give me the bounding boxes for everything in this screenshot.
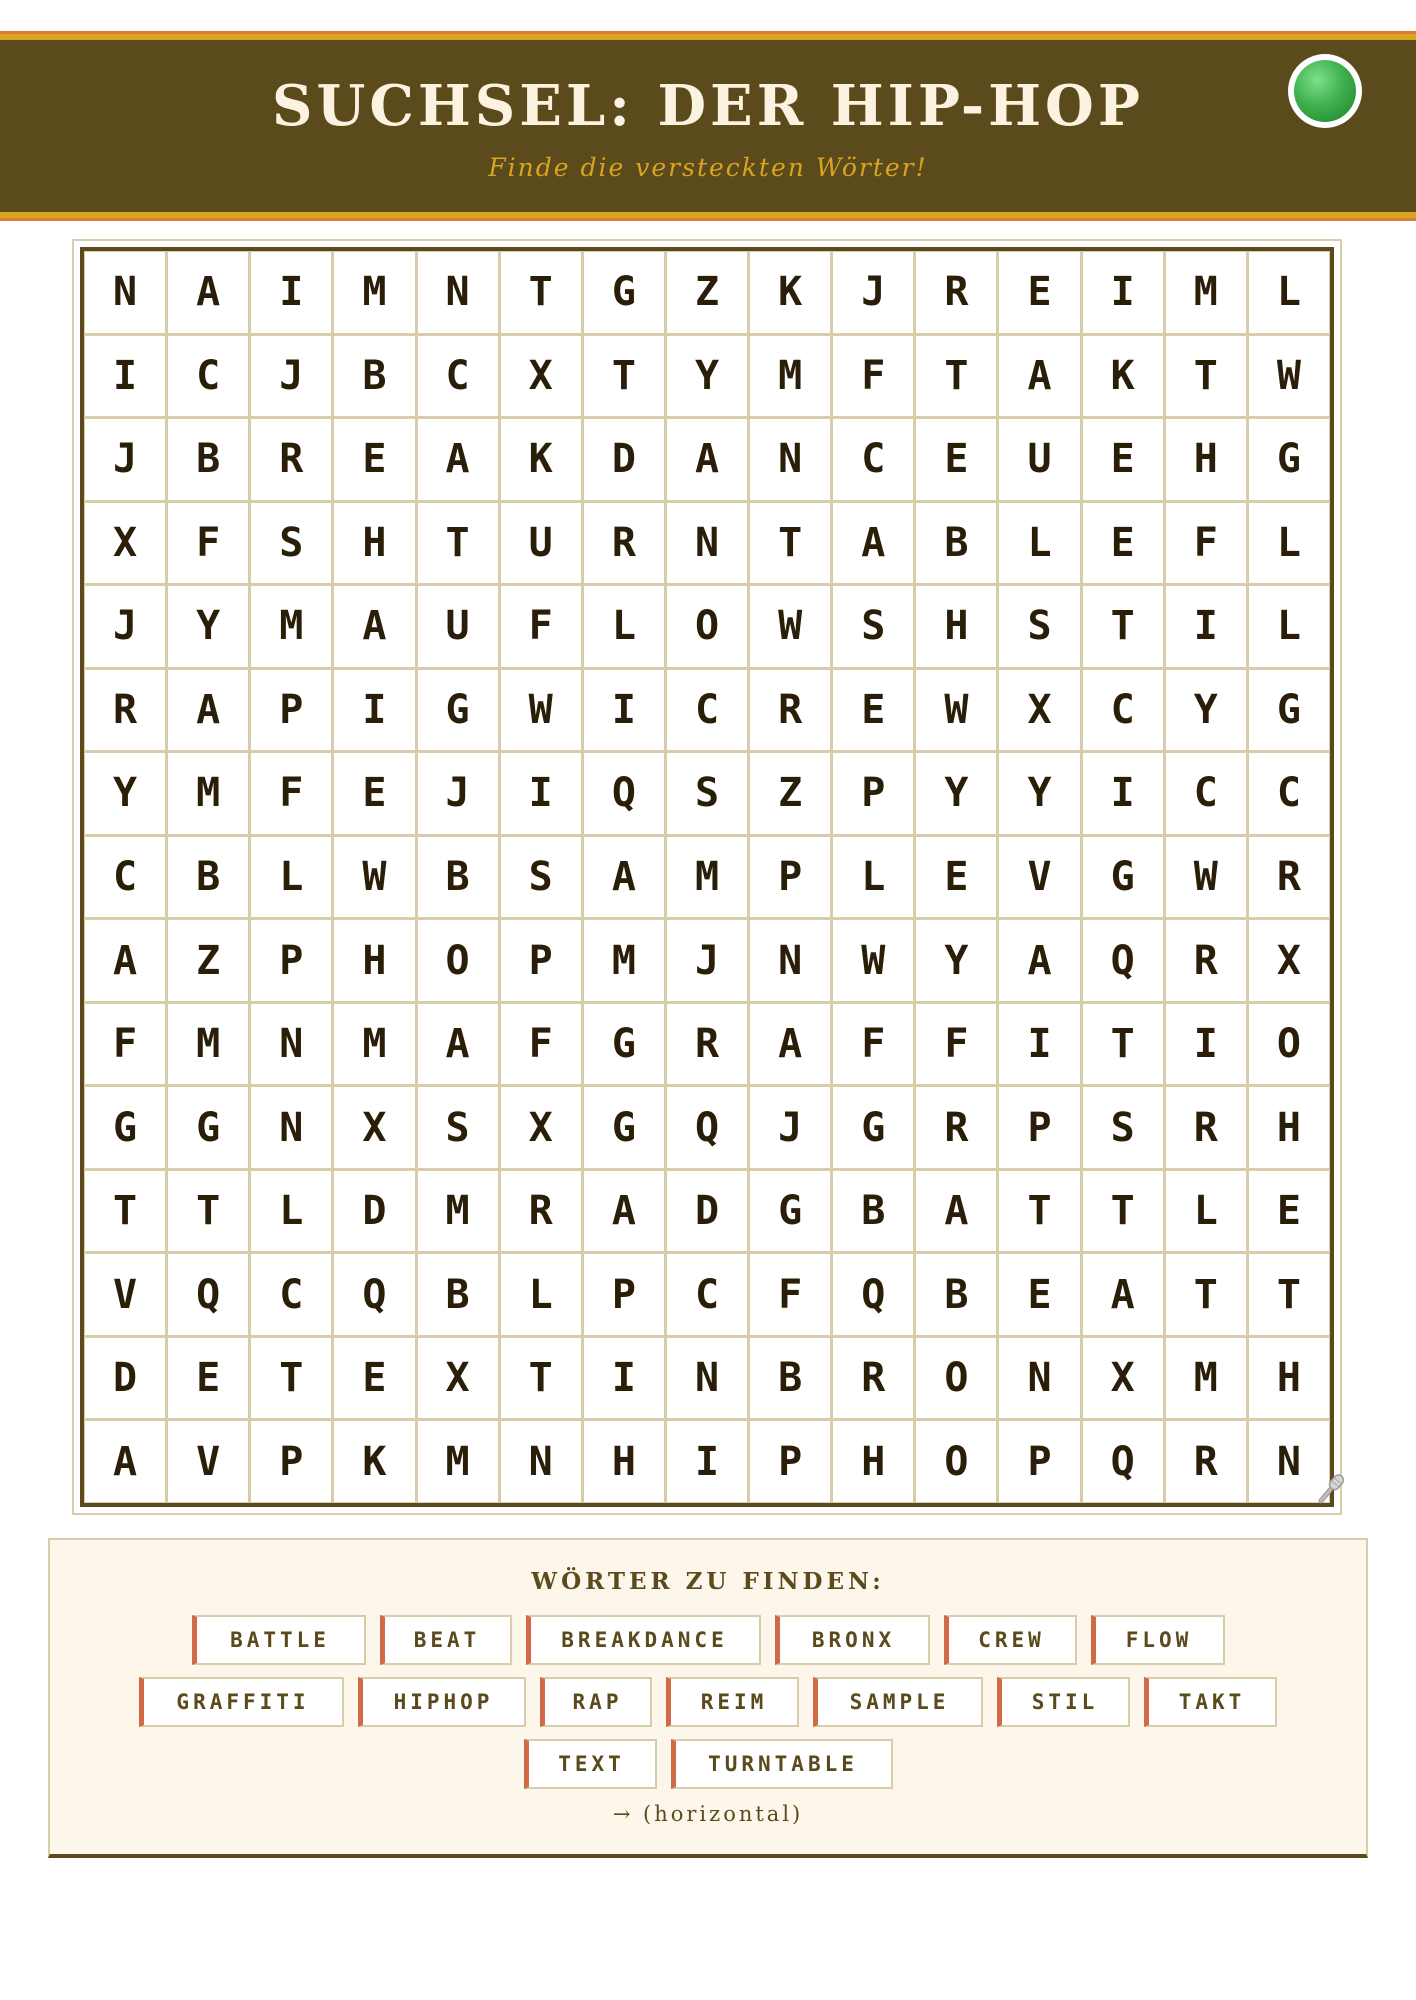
grid-cell[interactable]: T	[916, 336, 996, 417]
grid-cell[interactable]: N	[251, 1004, 331, 1085]
page-title: SUCHSEL: DER HIP-HOP	[272, 73, 1144, 139]
grid-cell[interactable]: K	[334, 1421, 414, 1502]
grid-cell[interactable]: S	[833, 586, 913, 667]
grid-cell[interactable]: G	[1249, 670, 1329, 751]
grid-cell[interactable]: V	[999, 837, 1079, 918]
grid-cell[interactable]: E	[999, 252, 1079, 333]
grid-cell[interactable]: I	[501, 753, 581, 834]
grid-cell[interactable]: A	[85, 1421, 165, 1502]
grid-cell[interactable]: F	[833, 336, 913, 417]
grid-cell[interactable]: Y	[667, 336, 747, 417]
grid-cell[interactable]: I	[584, 670, 664, 751]
grid-cell[interactable]: H	[916, 586, 996, 667]
word-row-3	[50, 1739, 1366, 1789]
grid-cell[interactable]: R	[1249, 837, 1329, 918]
word-chip: BEAT	[380, 1615, 512, 1665]
grid-cell[interactable]: C	[1166, 753, 1246, 834]
grid-cell[interactable]: A	[168, 252, 248, 333]
grid-cell[interactable]: S	[999, 586, 1079, 667]
grid-cell[interactable]: H	[334, 503, 414, 584]
grid-cell[interactable]: A	[999, 920, 1079, 1001]
grid-cell[interactable]: M	[418, 1171, 498, 1252]
grid-cell[interactable]: W	[916, 670, 996, 751]
word-row-2	[50, 1677, 1366, 1727]
grid-cell[interactable]: I	[667, 1421, 747, 1502]
grid-cell[interactable]: O	[1249, 1004, 1329, 1085]
grid-cell[interactable]: A	[418, 419, 498, 500]
grid-cell[interactable]: L	[501, 1254, 581, 1335]
grid-cell[interactable]: R	[916, 1087, 996, 1168]
grid-cell[interactable]: G	[584, 1087, 664, 1168]
grid-cell[interactable]: T	[999, 1171, 1079, 1252]
grid-cell[interactable]: X	[501, 336, 581, 417]
grid-cell[interactable]: A	[168, 670, 248, 751]
grid-cell[interactable]: D	[85, 1338, 165, 1419]
grid-cell[interactable]: I	[1166, 586, 1246, 667]
grid-cell[interactable]: E	[334, 753, 414, 834]
grid-cell[interactable]: Z	[750, 753, 830, 834]
grid-cell[interactable]: M	[334, 1004, 414, 1085]
grid-cell[interactable]: A	[833, 503, 913, 584]
grid-cell[interactable]: J	[251, 336, 331, 417]
grid-cell[interactable]: X	[334, 1087, 414, 1168]
page-subtitle: Finde die versteckten Wörter!	[488, 153, 928, 182]
word-chip: TEXT	[524, 1739, 657, 1789]
grid-cell[interactable]: Q	[1083, 1421, 1163, 1502]
grid-cell[interactable]: T	[1083, 1171, 1163, 1252]
grid-cell[interactable]: H	[584, 1421, 664, 1502]
grid-cell[interactable]: Q	[667, 1087, 747, 1168]
grid-cell[interactable]: B	[168, 837, 248, 918]
grid-cell[interactable]: M	[418, 1421, 498, 1502]
word-chip: SAMPLE	[813, 1677, 983, 1727]
grid-cell[interactable]: F	[501, 586, 581, 667]
grid-cell[interactable]: N	[501, 1421, 581, 1502]
grid-cell[interactable]: F	[916, 1004, 996, 1085]
grid-cell[interactable]: F	[1166, 503, 1246, 584]
grid-cell[interactable]: I	[251, 252, 331, 333]
grid-cell[interactable]: T	[1166, 1254, 1246, 1335]
grid-cell[interactable]: J	[833, 252, 913, 333]
grid-cell[interactable]: Y	[85, 753, 165, 834]
grid-cell[interactable]: U	[418, 586, 498, 667]
grid-cell[interactable]: S	[418, 1087, 498, 1168]
grid-cell[interactable]: W	[1166, 837, 1246, 918]
grid-cell[interactable]: R	[251, 419, 331, 500]
grid-cell[interactable]: R	[667, 1004, 747, 1085]
grid-cell[interactable]: G	[85, 1087, 165, 1168]
grid-cell[interactable]: R	[1166, 920, 1246, 1001]
grid-cell[interactable]: U	[999, 419, 1079, 500]
grid-cell[interactable]: P	[251, 670, 331, 751]
grid-cell[interactable]: C	[251, 1254, 331, 1335]
grid-cell[interactable]: C	[85, 837, 165, 918]
letter-grid	[84, 251, 1330, 1503]
grid-cell[interactable]: S	[251, 503, 331, 584]
grid-cell[interactable]: M	[251, 586, 331, 667]
grid-cell[interactable]: T	[750, 503, 830, 584]
puzzle-frame	[72, 239, 1342, 1515]
grid-cell[interactable]: R	[916, 252, 996, 333]
grid-cell[interactable]: L	[251, 1171, 331, 1252]
grid-cell[interactable]: Q	[584, 753, 664, 834]
grid-cell[interactable]: F	[85, 1004, 165, 1085]
grid-cell[interactable]: C	[1083, 670, 1163, 751]
grid-cell[interactable]: O	[916, 1338, 996, 1419]
grid-cell[interactable]: U	[501, 503, 581, 584]
grid-cell[interactable]: F	[750, 1254, 830, 1335]
grid-cell[interactable]: Y	[916, 920, 996, 1001]
grid-cell[interactable]: R	[584, 503, 664, 584]
grid-cell[interactable]: I	[85, 336, 165, 417]
grid-cell[interactable]: D	[584, 419, 664, 500]
grid-cell[interactable]: A	[999, 336, 1079, 417]
grid-cell[interactable]: M	[667, 837, 747, 918]
grid-cell[interactable]: W	[833, 920, 913, 1001]
grid-cell[interactable]: S	[1083, 1087, 1163, 1168]
grid-cell[interactable]: Y	[168, 586, 248, 667]
grid-cell[interactable]: P	[251, 1421, 331, 1502]
grid-cell[interactable]: W	[334, 837, 414, 918]
word-chip: STIL	[997, 1677, 1130, 1727]
grid-cell[interactable]: W	[501, 670, 581, 751]
grid-cell[interactable]: N	[418, 252, 498, 333]
word-row-1	[50, 1615, 1366, 1665]
grid-cell[interactable]: P	[750, 1421, 830, 1502]
grid-cell[interactable]: Q	[168, 1254, 248, 1335]
grid-cell[interactable]: X	[1249, 920, 1329, 1001]
grid-cell[interactable]: Y	[916, 753, 996, 834]
grid-cell[interactable]: B	[750, 1338, 830, 1419]
word-chip: BREAKDANCE	[526, 1615, 761, 1665]
grid-cell[interactable]: L	[999, 503, 1079, 584]
grid-cell[interactable]: R	[750, 670, 830, 751]
grid-cell[interactable]: N	[999, 1338, 1079, 1419]
grid-cell[interactable]: T	[418, 503, 498, 584]
grid-cell[interactable]: P	[750, 837, 830, 918]
grid-cell[interactable]: E	[1083, 419, 1163, 500]
grid-cell[interactable]: H	[1249, 1338, 1329, 1419]
grid-cell[interactable]: G	[584, 252, 664, 333]
grid-cell[interactable]: O	[418, 920, 498, 1001]
grid-cell[interactable]: X	[418, 1338, 498, 1419]
grid-cell[interactable]: C	[667, 1254, 747, 1335]
grid-cell[interactable]: L	[833, 837, 913, 918]
grid-cell[interactable]: E	[1083, 503, 1163, 584]
green-light-icon	[1288, 54, 1362, 128]
grid-cell[interactable]: J	[85, 419, 165, 500]
grid-cell[interactable]: B	[833, 1171, 913, 1252]
grid-cell[interactable]: X	[1083, 1338, 1163, 1419]
grid-cell[interactable]: P	[251, 920, 331, 1001]
word-chip: FLOW	[1091, 1615, 1225, 1665]
grid-cell[interactable]: R	[833, 1338, 913, 1419]
grid-cell[interactable]: E	[168, 1338, 248, 1419]
grid-cell[interactable]: W	[750, 586, 830, 667]
grid-cell[interactable]: X	[85, 503, 165, 584]
word-chip: GRAFFITI	[139, 1677, 344, 1727]
grid-cell[interactable]: P	[999, 1087, 1079, 1168]
grid-cell[interactable]: T	[501, 1338, 581, 1419]
grid-cell[interactable]: L	[1249, 252, 1329, 333]
grid-cell[interactable]: N	[1249, 1421, 1329, 1502]
grid-cell[interactable]: B	[916, 503, 996, 584]
grid-cell[interactable]: M	[750, 336, 830, 417]
word-list-heading: WÖRTER ZU FINDEN:	[531, 1568, 885, 1595]
grid-cell[interactable]: C	[1249, 753, 1329, 834]
grid-cell[interactable]: L	[1249, 586, 1329, 667]
direction-hint: → (horizontal)	[612, 1802, 804, 1826]
grid-cell[interactable]: M	[334, 252, 414, 333]
grid-cell[interactable]: B	[916, 1254, 996, 1335]
grid-cell[interactable]: A	[584, 1171, 664, 1252]
grid-cell[interactable]: M	[584, 920, 664, 1001]
microphone-icon	[1310, 1470, 1350, 1510]
grid-cell[interactable]: G	[1083, 837, 1163, 918]
grid-cell[interactable]: A	[750, 1004, 830, 1085]
grid-cell[interactable]: A	[667, 419, 747, 500]
grid-cell[interactable]: M	[168, 1004, 248, 1085]
grid-cell[interactable]: X	[501, 1087, 581, 1168]
grid-cell[interactable]: H	[1249, 1087, 1329, 1168]
grid-cell[interactable]: A	[1083, 1254, 1163, 1335]
grid-cell[interactable]: Q	[334, 1254, 414, 1335]
header-banner	[0, 34, 1416, 218]
grid-cell[interactable]: X	[999, 670, 1079, 751]
grid-cell[interactable]: S	[501, 837, 581, 918]
grid-cell[interactable]: N	[251, 1087, 331, 1168]
grid-cell[interactable]: I	[1083, 753, 1163, 834]
grid-cell[interactable]: N	[667, 1338, 747, 1419]
grid-cell[interactable]: T	[85, 1171, 165, 1252]
grid-cell[interactable]: J	[667, 920, 747, 1001]
grid-cell[interactable]: I	[334, 670, 414, 751]
grid-cell[interactable]: A	[916, 1171, 996, 1252]
grid-cell[interactable]: I	[584, 1338, 664, 1419]
grid-cell[interactable]: N	[750, 419, 830, 500]
grid-cell[interactable]: A	[584, 837, 664, 918]
grid-cell[interactable]: R	[501, 1171, 581, 1252]
grid-cell[interactable]: G	[168, 1087, 248, 1168]
grid-cell[interactable]: V	[168, 1421, 248, 1502]
grid-cell[interactable]: M	[1166, 1338, 1246, 1419]
word-chip: HIPHOP	[358, 1677, 526, 1727]
grid-cell[interactable]: C	[667, 670, 747, 751]
grid-cell[interactable]: Z	[667, 252, 747, 333]
grid-cell[interactable]: A	[418, 1004, 498, 1085]
grid-cell[interactable]: E	[1249, 1171, 1329, 1252]
grid-cell[interactable]: F	[833, 1004, 913, 1085]
grid-cell[interactable]: O	[916, 1421, 996, 1502]
word-chip: BRONX	[775, 1615, 930, 1665]
puzzle-grid-border	[80, 247, 1334, 1507]
grid-cell[interactable]: J	[418, 753, 498, 834]
grid-cell[interactable]: I	[1166, 1004, 1246, 1085]
grid-cell[interactable]: Y	[1166, 670, 1246, 751]
word-chip: REIM	[666, 1677, 799, 1727]
grid-cell[interactable]: B	[334, 336, 414, 417]
grid-cell[interactable]: H	[334, 920, 414, 1001]
word-chip: BATTLE	[192, 1615, 366, 1665]
grid-cell[interactable]: C	[418, 336, 498, 417]
grid-cell[interactable]: L	[1166, 1171, 1246, 1252]
grid-cell[interactable]: Y	[999, 753, 1079, 834]
grid-cell[interactable]: P	[501, 920, 581, 1001]
grid-cell[interactable]: P	[584, 1254, 664, 1335]
grid-cell[interactable]: P	[999, 1421, 1079, 1502]
grid-cell[interactable]: B	[418, 1254, 498, 1335]
grid-cell[interactable]: K	[501, 419, 581, 500]
grid-cell[interactable]: E	[916, 837, 996, 918]
grid-cell[interactable]: S	[667, 753, 747, 834]
grid-cell[interactable]: J	[750, 1087, 830, 1168]
grid-cell[interactable]: T	[584, 336, 664, 417]
grid-cell[interactable]: T	[1249, 1254, 1329, 1335]
grid-cell[interactable]: G	[584, 1004, 664, 1085]
grid-cell[interactable]: C	[833, 419, 913, 500]
grid-cell[interactable]: N	[667, 503, 747, 584]
grid-cell[interactable]: C	[168, 336, 248, 417]
grid-cell[interactable]: Q	[1083, 920, 1163, 1001]
grid-cell[interactable]: G	[833, 1087, 913, 1168]
grid-cell[interactable]: R	[1166, 1087, 1246, 1168]
grid-cell[interactable]: F	[251, 753, 331, 834]
grid-cell[interactable]: E	[334, 419, 414, 500]
grid-cell[interactable]: E	[334, 1338, 414, 1419]
grid-cell[interactable]: P	[833, 753, 913, 834]
grid-cell[interactable]: W	[1249, 336, 1329, 417]
grid-cell[interactable]: H	[833, 1421, 913, 1502]
grid-cell[interactable]: K	[750, 252, 830, 333]
grid-cell[interactable]: K	[1083, 336, 1163, 417]
grid-cell[interactable]: F	[168, 503, 248, 584]
grid-cell[interactable]: A	[334, 586, 414, 667]
grid-cell[interactable]: R	[85, 670, 165, 751]
word-chip: TAKT	[1144, 1677, 1277, 1727]
grid-cell[interactable]: Z	[168, 920, 248, 1001]
grid-cell[interactable]: L	[251, 837, 331, 918]
grid-cell[interactable]: I	[999, 1004, 1079, 1085]
grid-cell[interactable]: V	[85, 1254, 165, 1335]
grid-cell[interactable]: T	[1166, 336, 1246, 417]
grid-cell[interactable]: T	[1083, 586, 1163, 667]
grid-cell[interactable]: T	[501, 252, 581, 333]
grid-cell[interactable]: J	[85, 586, 165, 667]
grid-cell[interactable]: L	[1249, 503, 1329, 584]
word-chip: CREW	[944, 1615, 1077, 1665]
grid-cell[interactable]: R	[1166, 1421, 1246, 1502]
grid-cell[interactable]: G	[418, 670, 498, 751]
grid-cell[interactable]: E	[916, 419, 996, 500]
grid-cell[interactable]: B	[168, 419, 248, 500]
grid-cell[interactable]: O	[667, 586, 747, 667]
grid-cell[interactable]: N	[85, 252, 165, 333]
grid-cell[interactable]: N	[750, 920, 830, 1001]
grid-cell[interactable]: I	[1083, 252, 1163, 333]
grid-cell[interactable]: T	[1083, 1004, 1163, 1085]
grid-cell[interactable]: Q	[833, 1254, 913, 1335]
grid-cell[interactable]: M	[168, 753, 248, 834]
grid-cell[interactable]: L	[584, 586, 664, 667]
grid-cell[interactable]: T	[251, 1338, 331, 1419]
word-list-panel	[48, 1538, 1368, 1858]
grid-cell[interactable]: H	[1166, 419, 1246, 500]
grid-cell[interactable]: E	[833, 670, 913, 751]
grid-cell[interactable]: E	[999, 1254, 1079, 1335]
word-chip: TURNTABLE	[671, 1739, 893, 1789]
grid-cell[interactable]: T	[168, 1171, 248, 1252]
grid-cell[interactable]: F	[501, 1004, 581, 1085]
grid-cell[interactable]: B	[418, 837, 498, 918]
grid-cell[interactable]: G	[1249, 419, 1329, 500]
word-chip: RAP	[540, 1677, 652, 1727]
grid-cell[interactable]: G	[750, 1171, 830, 1252]
grid-cell[interactable]: D	[334, 1171, 414, 1252]
grid-cell[interactable]: D	[667, 1171, 747, 1252]
grid-cell[interactable]: A	[85, 920, 165, 1001]
grid-cell[interactable]: M	[1166, 252, 1246, 333]
